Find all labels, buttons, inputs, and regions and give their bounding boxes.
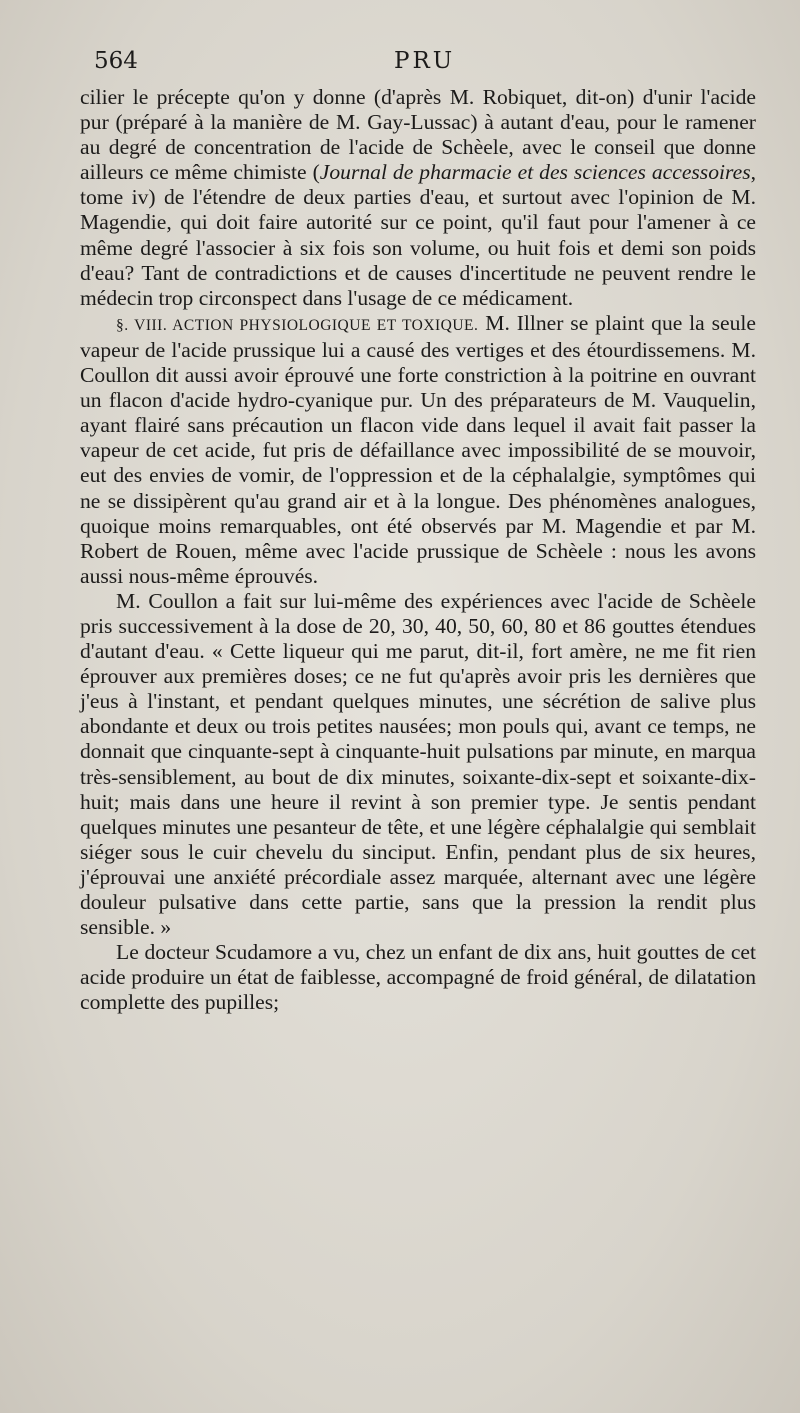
- body-text: [80, 85, 756, 1015]
- running-head: PRU: [394, 48, 456, 74]
- text-run: M. Illner se plaint que la seule vapeur de l'acide prussique lui a causé des vertiges et des étourdissemens. M. Coullon dit aussi avoir éprouvé une forte constriction à la poitrine en ouvrant un flacon d'acide hydro-cyanique pur. Un des préparateurs de M. Vauquelin, ayant flairé sans précaution un flacon vide dans lequel il avait fait passer la vapeur de cet acide, fut pris de défaillance avec impossibilité de se mouvoir, eut des envies de vomir, de l'oppression et de la céphalalgie, symptômes qui ne se dissipèrent qu'au grand air et à la longue. Des phénomènes analogues, quoique moins remarquables, ont été observés par M. Magendie et par M. Robert de Rouen, même avec l'acide prussique de Schèele : nous les avons aussi nous-même éprouvés.: [80, 310, 756, 588]
- text-run: cilier le précepte qu'on y donne (d'après M. Robiquet, dit-on) d'unir l'acide pur (préparé à la manière de M. Gay-Lussac) à autant d'eau, pour le ramener au degré de concentration de l'acide de Schèele, avec le conseil que donne ailleurs ce même chimiste (: [80, 85, 756, 185]
- text-run: , tome iv) de l'étendre de deux parties d'eau, et surtout avec l'opinion de M. Magendie, qui doit faire autorité sur ce point, qu'il faut pour l'amener à ce même degré l'associer à six fois son volume, ou huit fois et demi son poids d'eau? Tant de contradictions et de causes d'incertitude ne peuvent rendre le médecin trop circonspect dans l'usage de ce médicament.: [80, 160, 757, 310]
- paragraph-4: [80, 940, 756, 1015]
- text-run: Le docteur Scudamore a vu, chez un enfant de dix ans, huit gouttes de cet acide produire un état de faiblesse, accompagné de froid général, de dilatation complette des pupilles;: [80, 940, 756, 1015]
- page-number: 564: [94, 48, 138, 74]
- paragraph-2: [80, 311, 756, 589]
- page-header: [94, 48, 766, 84]
- paragraph-1: [80, 85, 756, 311]
- section-heading: §. VIII. ACTION PHYSIOLOGIQUE ET TOXIQUE.: [116, 316, 479, 334]
- text-run: M. Coullon a fait sur lui-même des expériences avec l'acide de Schèele pris successivement à la dose de 20, 30, 40, 50, 60, 80 et 86 gouttes étendues d'autant d'eau. « Cette liqueur qui me parut, dit-il, fort amère, ne me fit rien éprouver aux premières doses; ce ne fut qu'après avoir pris les dernières que j'eus à l'instant, et pendant quelques minutes, une sécrétion de salive plus abondante et deux ou trois petites nausées; mon pouls qui, avant ce temps, ne donnait que cinquante-sept à cinquante-huit pulsations par minute, en marqua très-sensiblement, au bout de dix minutes, soixante-dix-sept et soixante-dix-huit; mais dans une heure il revint à son premier type. Je sentis pendant quelques minutes une pesanteur de tête, et une légère céphalalgie qui semblait siéger sous le cuir chevelu du sinciput. Enfin, pendant plus de six heures, j'éprouvai une anxiété précordiale assez marquée, alternant avec une légère douleur pulsative dans cette partie, sans que la pression la rendit plus sensible. »: [80, 588, 756, 940]
- paragraph-3: [80, 589, 756, 940]
- journal-title: Journal de pharmacie et des sciences accessoires: [319, 160, 751, 185]
